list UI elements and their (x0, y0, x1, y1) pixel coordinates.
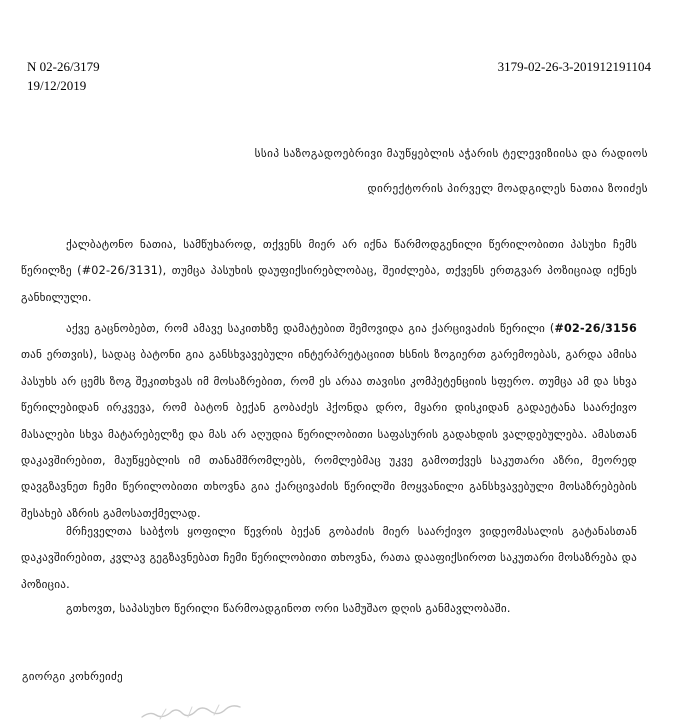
paragraph-2-part-a: აქვე გაცნობებთ, რომ ამავე საკითხზე დამატებით შემოვიდა გია ქარცივაძის წერილი ( (66, 322, 555, 335)
handwritten-signature (140, 695, 250, 721)
paragraph-4: გთხოვთ, საპასუხო წერილი წარმოადგინოთ ორი სამუშაო დღის განმავლობაში. (66, 602, 511, 615)
registration-code: 3179-02-26-3-201912191104 (497, 59, 651, 74)
signatory-name: გიორგი კოხრეიძე (22, 670, 123, 683)
letter-reference-number: #02-26/3156 (554, 322, 637, 335)
reference-block (27, 57, 100, 95)
paragraph-2-part-b: თან ერთვის), სადაც ბატონი გია განსხვავებული ინტერპრეტაციით ხსნის ზოგიერთ გარემოებას, გარდა ამისა პასუხს არ ცემს ზოგ შეკითხვას იმ მოსაზრებით, რომ ეს არაა თავისი კომპეტენციის სფერო. თუმცა ამ და სხვა წერილებიდან ირკვევა, რომ ბატონ ბექან გობაძეს ჰქონდა დრო, მყარი დისკიდან გადაეტანა საარქივო მასალები სხვა მატარებელზე და მას არ აღუდია წერილობითი საფასურის გადახდის ვალდებულება. ამასთან დაკავშირებით, მაუწყებლის იმ თანამშრომლებს, რომლებმაც უკვე გამოთქვეს საკუთარი აზრი, მეორედ დავგზავნეთ ჩემი წერილობითი თხოვნა გია ქარცივაძის წერილში მოყვანილი განსხვავებული მოსაზრებების შესახებ აზრის გამოსათქმელად. (21, 348, 637, 520)
paragraph-3: მრჩეველთა საბჭოს ყოფილი წევრის ბექან გობაძის მიერ საარქივო ვიდეომასალის გატანასთან დაკავშირებით, კვლავ გეგზავნებათ ჩემი წერილობითი თხოვნა, რათა დააფიქსიროთ საკუთარი მოსაზრება და პოზიცია. (21, 525, 637, 591)
paragraph-1: ქალბატონო ნათია, სამწუხაროდ, თქვენს მიერ არ იქნა წარმოდგენილი წერილობითი პასუხი ჩემს წერილზე (#02-26/3131), თუმცა პასუხის დაუფიქსირებლობაც, შეიძლება, თქვენს ერთგვარ პოზიციად იქნეს განხილული. (21, 238, 637, 304)
addressee-recipient: დირექტორის პირველ მოადგილეს ნათია ზოიძეს (367, 182, 648, 195)
addressee-organization: სსიპ საზოგადოებრივი მაუწყებლის აჭარის ტელევიზიისა და რადიოს (254, 147, 648, 160)
ref-date: 19/12/2019 (27, 78, 87, 93)
ref-number: N 02-26/3179 (27, 59, 100, 74)
paragraph-2 (21, 316, 637, 527)
